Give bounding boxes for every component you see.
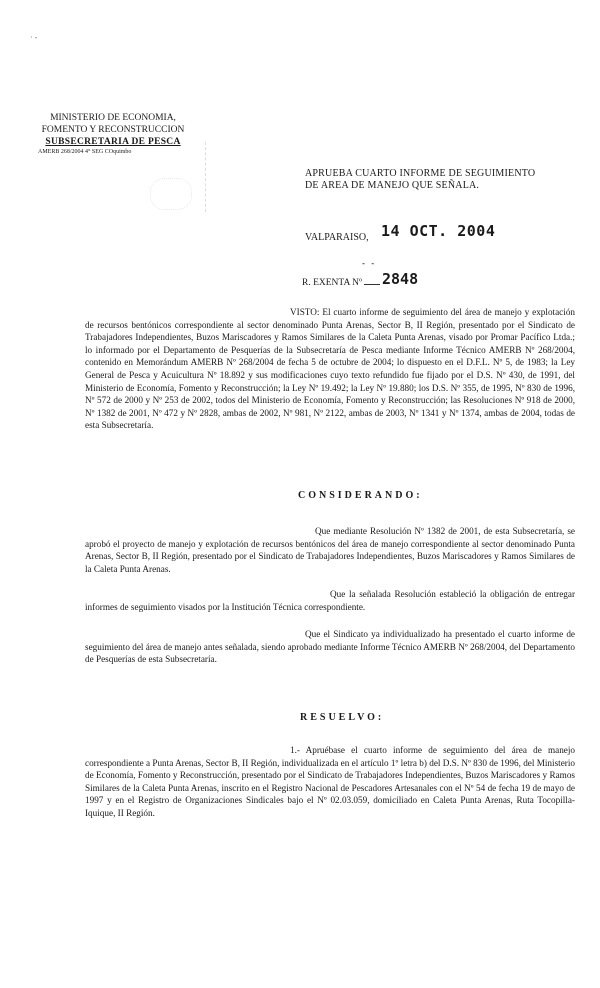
margin-mark: · -	[30, 33, 38, 42]
visto-paragraph	[85, 306, 575, 432]
title-line-2: DE AREA DE MANEJO QUE SEÑALA.	[305, 180, 480, 191]
considerando-1-body: Subsecretaría, se aprobó el proyecto de manejo y explotación de recursos bentónicos del área de manejo correspondiente al sector denominado Punta Arenas, Sector B, II Región, presentado por el Sindicato de Trabajadores Independientes, Buzos Mariscadores y Ramos Similares de la Caleta Punta Arenas.	[85, 526, 576, 574]
considerando-1-lead: Que mediante Resolución Nº 1382 de 2001, de esta	[315, 526, 510, 536]
resuelvo-heading: RESUELVO:	[300, 712, 385, 723]
exenta-label	[302, 278, 380, 288]
considerando-paragraph-1	[85, 525, 575, 575]
ministry-header	[28, 112, 198, 156]
ministry-reference: AMERB 268/2004 4° SEG COquimbo	[38, 149, 132, 155]
resuelvo-body: manejo correspondiente a Punta Arenas, Sector B, II Región, individualizada en el artículo 1º letra b) del D.S. Nº 830 de 1996, del Ministerio de Economía, Fomento y Reconstrucción, presentado por el Sindicato de Trabajadores Independientes, Buzos Mariscadores y Ramos Similares de la Caleta Punta Arenas, inscrito en el Registro Nacional de Pescadores Artesanales con el Nº 54 de fecha 19 de mayo de 1997 y en el Registro de Organizaciones Sindicales bajo el Nº 02.03.059, domiciliado en Caleta Punta Arenas, Ruta Tocopilla-Iquique, II Región.	[85, 745, 576, 818]
considerando-3-lead: Que el Sindicato ya individualizado ha presentado el cuarto	[305, 629, 531, 639]
faded-seal	[150, 178, 192, 210]
considerando-3-body: informe de seguimiento del área de manejo antes señalada, siendo aprobado mediante Informe Técnico AMERB Nº 268/2004, del Departamento de Pesquerías de esta Subsecretaría.	[85, 629, 575, 665]
visto-lead: VISTO: El cuarto informe de seguimiento del área de	[290, 307, 492, 317]
place-label: VALPARAISO,	[305, 232, 369, 243]
ministry-line-3: SUBSECRETARIA DE PESCA	[45, 137, 181, 147]
considerando-paragraph-3	[85, 628, 575, 666]
considerando-2-body: entregar informes de seguimiento visados por la Institución Técnica correspondiente.	[85, 589, 575, 612]
ministry-line-2: FOMENTO Y RECONSTRUCCION	[41, 125, 185, 135]
visto-body: manejo y explotación de recursos bentónicos correspondiente al sector denominado Punta Arenas, Sector B, II Región, presentado por el Sindicato de Trabajadores Independientes, Buzos Mariscadores y Ramos Similares de la Caleta Punta Arenas, visado por Promar Pacífico Ltda.; lo informado por el Departamento de Pesquerías de la Subsecretaría de Pesca mediante Informe Técnico AMERB Nº 268/2004, contenido en Memorándum AMERB Nº 268/2004 de fecha 5 de octubre de 2004; lo dispuesto en el D.F.L. Nº 5, de 1983; la Ley General de Pesca y Acuicultura Nº 18.892 y sus modificaciones cuyo texto refundido fue fijado por el D.S. Nº 430, de 1991, del Ministerio de Economía, Fomento y Reconstrucción; la Ley Nº 19.492; la Ley Nº 19.880; los D.S. Nº 355, de 1995, Nº 830 de 1996, Nº 572 de 2000 y Nº 253 de 2002, todos del Ministerio de Economía, Fomento y Reconstrucción; las Resoluciones Nº 918 de 2000, Nº 1382 de 2001, Nº 472 y Nº 2828, ambas de 2002, Nº 981, Nº 2122, ambas de 2003, Nº 1341 y Nº 1374, ambas de 2004, todas de esta Subsecretaría.	[85, 307, 576, 431]
resuelvo-lead: 1.- Apruébase el cuarto informe de seguimiento del área de	[290, 745, 542, 755]
document-title	[305, 168, 567, 192]
ministry-line-1: MINISTERIO DE ECONOMIA,	[50, 113, 176, 123]
date-stamp: 14 OCT. 2004	[381, 222, 496, 240]
exenta-underline	[364, 284, 380, 285]
resuelvo-paragraph-1	[85, 744, 575, 820]
exenta-dashes: - -	[362, 258, 377, 268]
exenta-label-text: R. EXENTA Nº	[302, 278, 362, 288]
considerando-heading: CONSIDERANDO:	[298, 490, 423, 501]
resolution-number: 2848	[382, 270, 419, 288]
considerando-paragraph-2	[85, 588, 575, 613]
faded-stamp	[205, 142, 246, 212]
title-line-1: APRUEBA CUARTO INFORME DE SEGUIMIENTO	[305, 168, 536, 179]
considerando-2-lead: Que la señalada Resolución estableció la obligación de	[330, 589, 542, 599]
